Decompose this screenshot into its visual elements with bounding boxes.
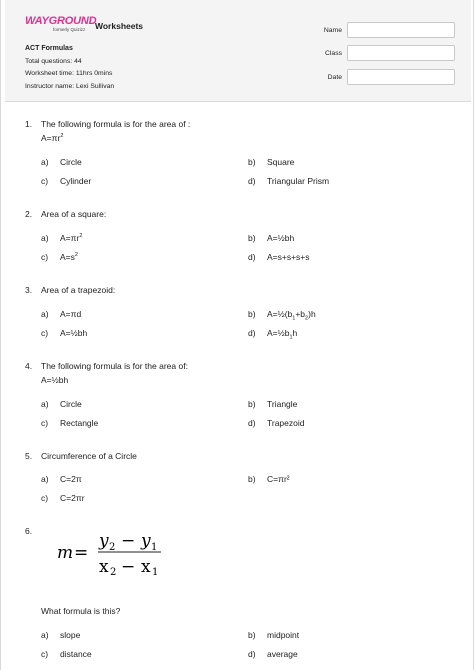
class-input[interactable] (347, 45, 455, 61)
class-field-row (321, 45, 455, 61)
option-3b[interactable]: b) $A=\frac{1}{2}(b_1+b_2)h$ (248, 309, 316, 322)
question-text: Circumference of a Circle (41, 451, 137, 461)
name-field-row (321, 22, 455, 38)
formula-equals: = (74, 543, 89, 563)
option-3d[interactable]: d) $A=\frac{1}{2}b_1h$ (248, 328, 298, 341)
option-1a[interactable]: a) Circle (41, 157, 82, 167)
question-formula: $A=\pi r^2$ (41, 133, 64, 143)
wayground-logo (25, 15, 97, 37)
question-number: 1. (25, 119, 33, 129)
worksheet-time: Worksheet time: 11hrs 0mins (25, 70, 113, 77)
name-label: Name (323, 26, 342, 34)
question-number: 3. (25, 285, 33, 295)
instructor-name: Instructor name: Lexi Sullivan (25, 82, 115, 90)
class-label: Class (325, 49, 342, 57)
section-label: Worksheets (95, 21, 144, 31)
formula-num-b: y (141, 531, 151, 551)
brand (25, 15, 143, 37)
question-text: Area of a trapezoid: (41, 285, 116, 295)
option-2a[interactable]: a) $A=\pi r^2$ (41, 233, 83, 243)
formula-den-a: x (99, 557, 109, 577)
option-6a[interactable]: a) slope (41, 630, 81, 640)
option-3c[interactable]: c) A=½bh (41, 328, 88, 338)
question-formula: A=½bh (41, 375, 69, 385)
option-4d[interactable]: d) Trapezoid (248, 418, 305, 428)
question-text: The following formula is for the area of : (41, 119, 191, 129)
formula-num-a: y (99, 531, 109, 551)
name-input[interactable] (347, 22, 455, 38)
option-4a[interactable]: a) Circle (41, 399, 82, 409)
worksheet-title: ACT Formulas (25, 45, 73, 52)
question-text: What formula is this? (41, 606, 121, 616)
option-6d[interactable]: d) average (248, 649, 298, 659)
slope-formula (57, 527, 167, 577)
option-2b[interactable]: b) A=½bh (248, 233, 295, 243)
date-field-row (321, 69, 455, 85)
formula-den-op: − (121, 557, 136, 577)
formula-num-a-sub: 2 (109, 542, 116, 553)
option-6b[interactable]: b) midpoint (248, 630, 300, 640)
option-1b[interactable]: b) Square (248, 157, 295, 167)
question-text: The following formula is for the area of: (41, 361, 188, 371)
option-3a[interactable]: a) A=πd (41, 309, 82, 319)
option-5c[interactable]: c) C=2πr (41, 493, 85, 503)
formula-num-b-sub: 1 (151, 542, 158, 553)
formula-lhs: m (57, 543, 74, 563)
option-4c[interactable]: c) Rectangle (41, 418, 99, 428)
option-5b[interactable]: b) C=πr² (248, 474, 290, 484)
formula-num-op: − (121, 531, 136, 551)
worksheet-meta (25, 43, 114, 93)
question-number: 5. (25, 451, 33, 461)
formula-den-b-sub: 1 (152, 567, 159, 577)
option-5a[interactable]: a) C=2π (41, 474, 82, 484)
question-text: Area of a square: (41, 209, 107, 219)
option-2c[interactable]: c) $A=s^2$ (41, 252, 78, 262)
option-4b[interactable]: b) Triangle (248, 399, 298, 409)
date-label: Date (327, 73, 342, 81)
question-number: 6. (25, 526, 33, 536)
logo-wordmark: WAYGROUND (25, 15, 97, 27)
question-number: 2. (25, 209, 33, 219)
logo-subtext: formerly Quizizz (53, 27, 86, 32)
option-1c[interactable]: c) Cylinder (41, 176, 92, 186)
worksheet-header (5, 0, 471, 102)
option-6c[interactable]: c) distance (41, 649, 92, 659)
formula-den-a-sub: 2 (110, 567, 117, 577)
option-1d[interactable]: d) Triangular Prism (248, 176, 330, 186)
formula-den-b: x (141, 557, 151, 577)
slope-formula-svg (57, 527, 167, 577)
question-number: 4. (25, 361, 33, 371)
total-questions: Total questions: 44 (25, 57, 82, 65)
date-input[interactable] (347, 69, 455, 85)
option-2d[interactable]: d) A=s+s+s+s (248, 252, 310, 262)
